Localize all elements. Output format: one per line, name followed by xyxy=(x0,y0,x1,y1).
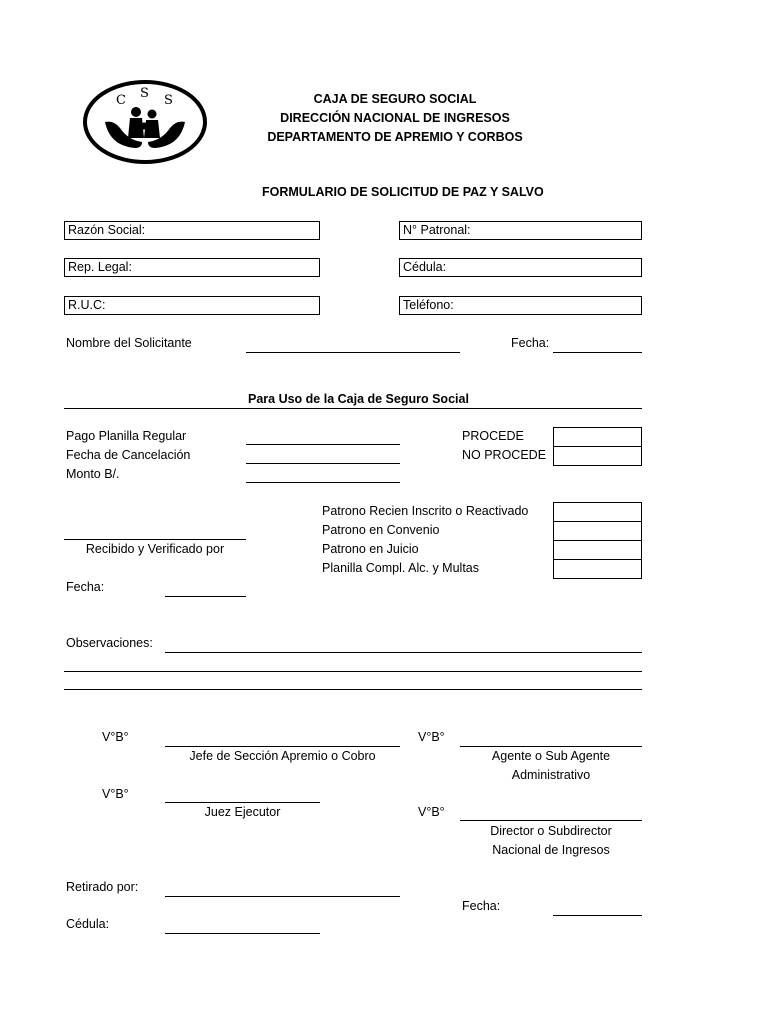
procede-checkbox[interactable] xyxy=(553,427,642,447)
observaciones-line-2[interactable] xyxy=(64,671,642,672)
logo-letter-c: C xyxy=(116,93,126,108)
patrono-option-3: Patrono en Juicio xyxy=(322,542,419,556)
jefe-signature-line[interactable] xyxy=(165,746,400,747)
nombre-solicitante-line[interactable] xyxy=(246,352,460,353)
rep-legal-field[interactable]: Rep. Legal: xyxy=(64,258,320,277)
logo-letter-s2: S xyxy=(164,93,173,108)
no-procede-label: NO PROCEDE xyxy=(462,448,547,462)
withdrawal-fecha-label: Fecha: xyxy=(462,899,501,913)
jefe-label: Jefe de Sección Apremio o Cobro xyxy=(189,749,376,763)
patrono-checkbox-2[interactable] xyxy=(553,521,642,541)
director-label-1: Director o Subdirector xyxy=(490,824,612,838)
retirado-label: Retirado por: xyxy=(66,880,139,894)
cedula-field[interactable]: Cédula: xyxy=(399,258,642,277)
patrono-checkbox-1[interactable] xyxy=(553,502,642,522)
logo-letter-s1: S xyxy=(140,86,149,101)
withdrawal-fecha-line[interactable] xyxy=(553,915,642,916)
pago-planilla-line[interactable] xyxy=(246,444,400,445)
nombre-solicitante-label: Nombre del Solicitante xyxy=(66,336,192,350)
observaciones-line-3[interactable] xyxy=(64,689,642,690)
observaciones-label: Observaciones: xyxy=(66,636,153,650)
agente-label-2: Administrativo xyxy=(511,768,591,782)
vb-label-director: V°B° xyxy=(418,805,445,819)
internal-section-title: Para Uso de la Caja de Seguro Social xyxy=(248,392,469,406)
procede-label: PROCEDE xyxy=(462,429,524,443)
observaciones-line-1[interactable] xyxy=(165,652,642,653)
header-line-3: DEPARTAMENTO DE APREMIO Y CORBOS xyxy=(267,130,523,144)
header-line-1: CAJA DE SEGURO SOCIAL xyxy=(313,92,477,106)
withdrawal-cedula-line[interactable] xyxy=(165,933,320,934)
vb-label-agente: V°B° xyxy=(418,730,445,744)
agente-label-1: Agente o Sub Agente xyxy=(491,749,611,763)
patrono-option-2: Patrono en Convenio xyxy=(322,523,440,537)
razon-social-field[interactable]: Razón Social: xyxy=(64,221,320,240)
juez-signature-line[interactable] xyxy=(165,802,320,803)
telefono-field[interactable]: Teléfono: xyxy=(399,296,642,315)
director-signature-line[interactable] xyxy=(460,820,642,821)
recibido-line[interactable] xyxy=(64,539,246,540)
patrono-checkbox-4[interactable] xyxy=(553,559,642,579)
internal-fecha-line[interactable] xyxy=(165,596,246,597)
section-divider xyxy=(64,408,642,409)
internal-fecha-label: Fecha: xyxy=(66,580,105,594)
vb-label-juez: V°B° xyxy=(102,787,129,801)
director-label-2: Nacional de Ingresos xyxy=(492,843,610,857)
form-title: FORMULARIO DE SOLICITUD DE PAZ Y SALVO xyxy=(262,185,544,199)
fecha-cancelacion-line[interactable] xyxy=(246,463,400,464)
retirado-line[interactable] xyxy=(165,896,400,897)
css-logo xyxy=(80,76,210,168)
patrono-checkbox-3[interactable] xyxy=(553,540,642,560)
fecha-cancelacion-label: Fecha de Cancelación xyxy=(66,448,191,462)
agente-signature-line[interactable] xyxy=(460,746,642,747)
pago-planilla-label: Pago Planilla Regular xyxy=(66,429,187,443)
ruc-field[interactable]: R.U.C: xyxy=(64,296,320,315)
monto-line[interactable] xyxy=(246,482,400,483)
fecha-line[interactable] xyxy=(553,352,642,353)
juez-label: Juez Ejecutor xyxy=(204,805,281,819)
fecha-label: Fecha: xyxy=(511,336,550,350)
n-patronal-field[interactable]: N° Patronal: xyxy=(399,221,642,240)
patrono-option-1: Patrono Recien Inscrito o Reactivado xyxy=(322,504,529,518)
withdrawal-cedula-label: Cédula: xyxy=(66,917,110,931)
patrono-option-4: Planilla Compl. Alc. y Multas xyxy=(322,561,480,575)
header-line-2: DIRECCIÓN NACIONAL DE INGRESOS xyxy=(280,111,510,125)
monto-label: Monto B/. xyxy=(66,467,120,481)
no-procede-checkbox[interactable] xyxy=(553,446,642,466)
vb-label-jefe: V°B° xyxy=(102,730,129,744)
recibido-label: Recibido y Verificado por xyxy=(85,542,225,556)
